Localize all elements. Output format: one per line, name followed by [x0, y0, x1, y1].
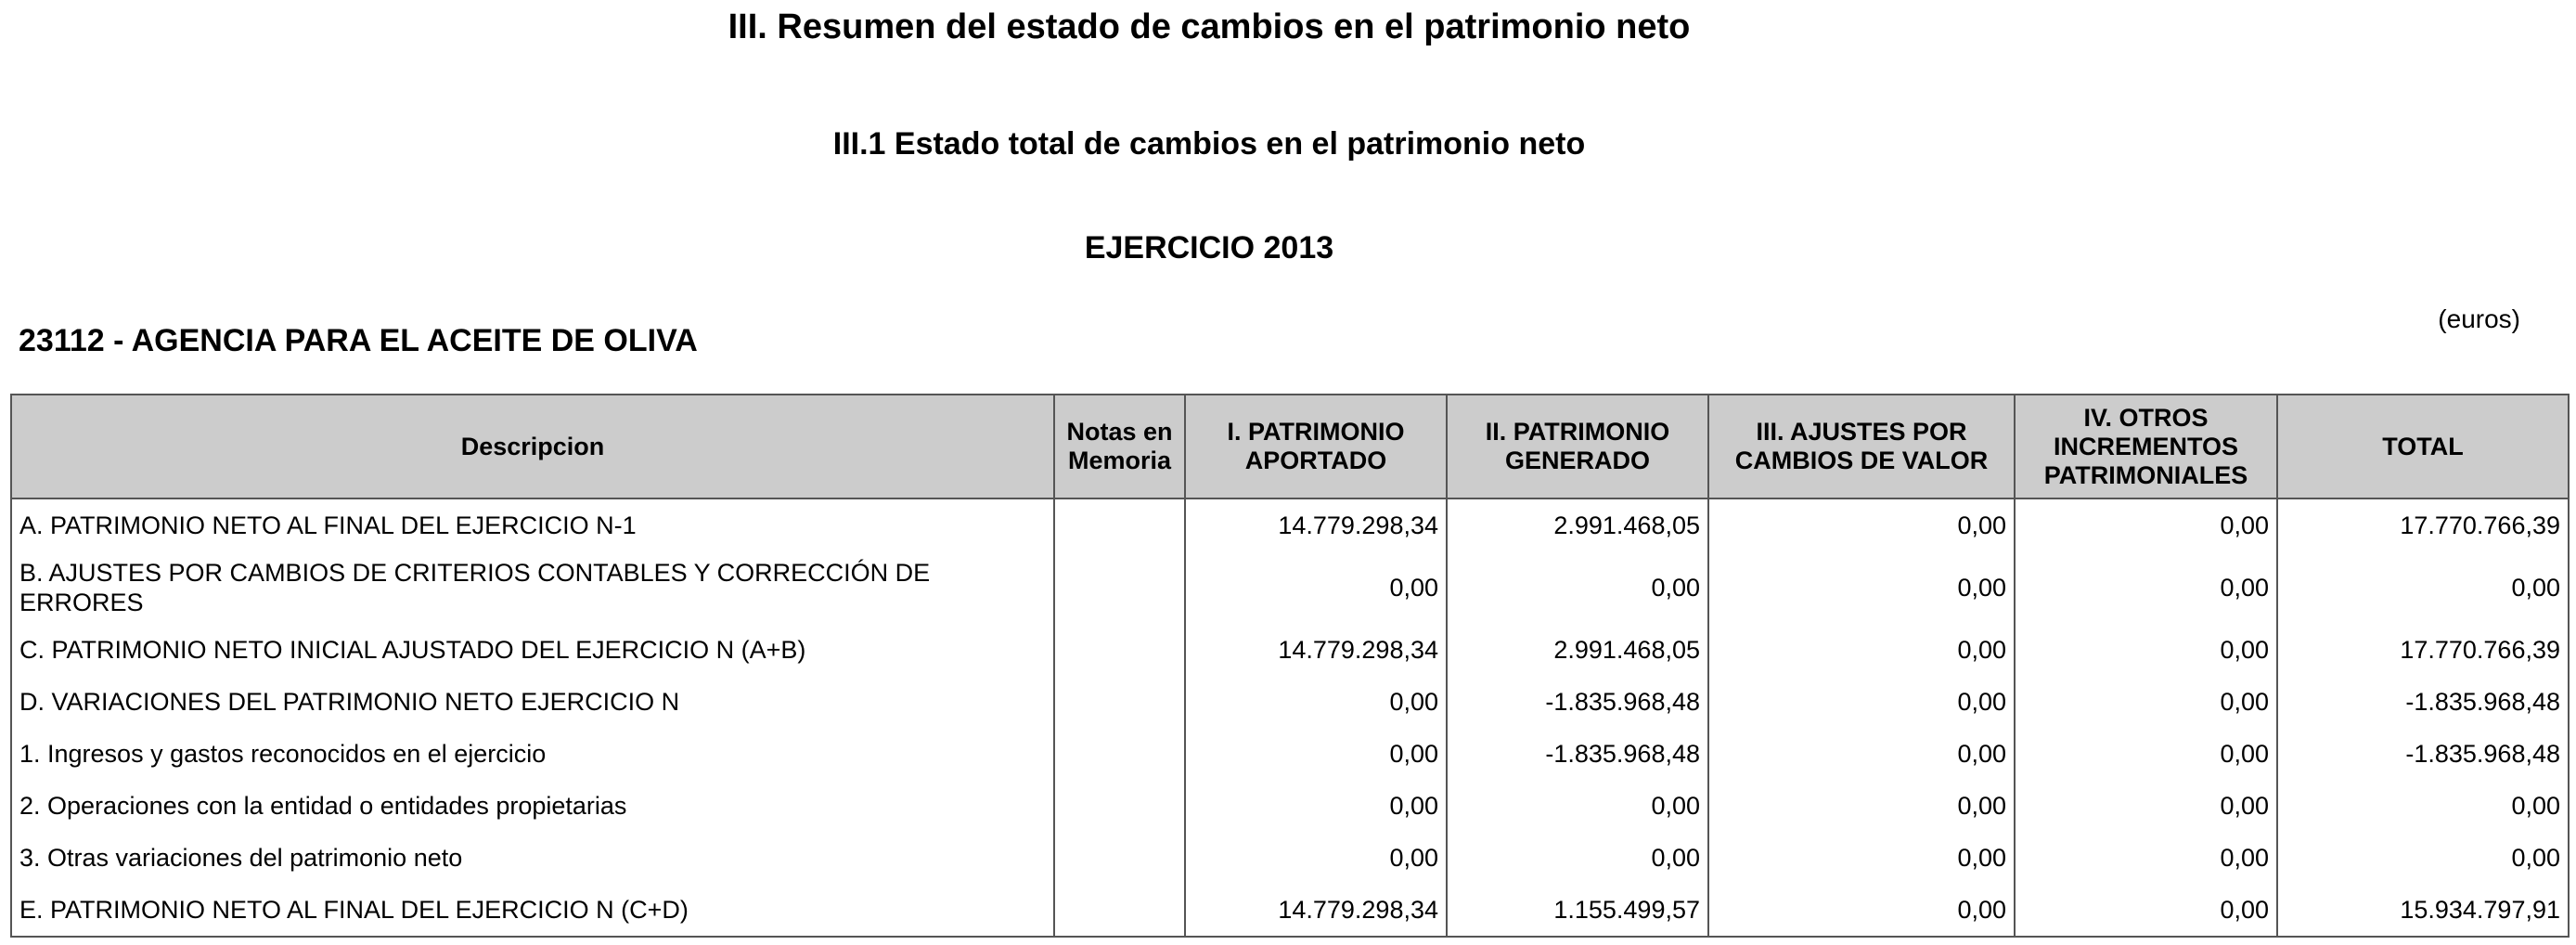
table-row: [11, 780, 2569, 832]
table-row: [11, 728, 2569, 780]
row-other-increments: 0,00: [2015, 676, 2277, 728]
table-header-row: [11, 395, 2569, 498]
row-description: 1. Ingresos y gastos reconocidos en el ejercicio: [11, 728, 1054, 780]
row-generated-equity: -1.835.968,48: [1447, 728, 1708, 780]
currency-units: (euros): [2438, 304, 2520, 333]
section-title: III.1 Estado total de cambios en el patrimonio neto: [832, 126, 1586, 162]
row-contributed-equity: 14.779.298,34: [1185, 884, 1447, 937]
row-contributed-equity: 14.779.298,34: [1185, 624, 1447, 676]
row-notes: [1054, 728, 1185, 780]
row-contributed-equity: 14.779.298,34: [1185, 498, 1447, 551]
row-description: C. PATRIMONIO NETO INICIAL AJUSTADO DEL EJERCICIO N (A+B): [11, 624, 1054, 676]
row-contributed-equity: 0,00: [1185, 780, 1447, 832]
row-description: E. PATRIMONIO NETO AL FINAL DEL EJERCICIO N (C+D): [11, 884, 1054, 937]
row-notes: [1054, 498, 1185, 551]
column-header-other-increments: IV. OTROS INCREMENTOS PATRIMONIALES: [2015, 395, 2277, 498]
fiscal-year-title: EJERCICIO 2013: [1084, 230, 1334, 265]
row-value-adjustments: 0,00: [1708, 832, 2015, 884]
row-other-increments: 0,00: [2015, 780, 2277, 832]
column-header-notes: Notas en Memoria: [1054, 395, 1185, 498]
row-generated-equity: 0,00: [1447, 832, 1708, 884]
row-other-increments: 0,00: [2015, 728, 2277, 780]
row-value-adjustments: 0,00: [1708, 551, 2015, 624]
row-description: B. AJUSTES POR CAMBIOS DE CRITERIOS CONTABLES Y CORRECCIÓN DE ERRORES: [11, 551, 1054, 624]
row-generated-equity: 0,00: [1447, 551, 1708, 624]
row-total: 17.770.766,39: [2277, 498, 2569, 551]
row-value-adjustments: 0,00: [1708, 498, 2015, 551]
column-header-value-adjustments: III. AJUSTES POR CAMBIOS DE VALOR: [1708, 395, 2015, 498]
row-other-increments: 0,00: [2015, 624, 2277, 676]
row-generated-equity: 1.155.499,57: [1447, 884, 1708, 937]
row-generated-equity: -1.835.968,48: [1447, 676, 1708, 728]
row-description: A. PATRIMONIO NETO AL FINAL DEL EJERCICIO N-1: [11, 498, 1054, 551]
row-notes: [1054, 884, 1185, 937]
row-value-adjustments: 0,00: [1708, 884, 2015, 937]
table-row: [11, 624, 2569, 676]
column-header-description: Descripcion: [11, 395, 1054, 498]
row-description: D. VARIACIONES DEL PATRIMONIO NETO EJERCICIO N: [11, 676, 1054, 728]
row-contributed-equity: 0,00: [1185, 728, 1447, 780]
table-row: [11, 676, 2569, 728]
row-other-increments: 0,00: [2015, 884, 2277, 937]
table-row: [11, 884, 2569, 937]
table-row: [11, 498, 2569, 551]
row-description: 3. Otras variaciones del patrimonio neto: [11, 832, 1054, 884]
table-row: [11, 551, 2569, 624]
row-total: -1.835.968,48: [2277, 728, 2569, 780]
row-value-adjustments: 0,00: [1708, 624, 2015, 676]
row-total: -1.835.968,48: [2277, 676, 2569, 728]
row-total: 15.934.797,91: [2277, 884, 2569, 937]
row-total: 0,00: [2277, 780, 2569, 832]
row-value-adjustments: 0,00: [1708, 780, 2015, 832]
row-total: 17.770.766,39: [2277, 624, 2569, 676]
row-value-adjustments: 0,00: [1708, 676, 2015, 728]
row-notes: [1054, 832, 1185, 884]
column-header-generated-equity: II. PATRIMONIO GENERADO: [1447, 395, 1708, 498]
page-title: III. Resumen del estado de cambios en el patrimonio neto: [728, 7, 1691, 46]
row-notes: [1054, 551, 1185, 624]
row-contributed-equity: 0,00: [1185, 676, 1447, 728]
row-generated-equity: 0,00: [1447, 780, 1708, 832]
column-header-total: TOTAL: [2277, 395, 2569, 498]
row-contributed-equity: 0,00: [1185, 551, 1447, 624]
row-total: 0,00: [2277, 551, 2569, 624]
row-notes: [1054, 624, 1185, 676]
table-row: [11, 832, 2569, 884]
row-value-adjustments: 0,00: [1708, 728, 2015, 780]
column-header-contributed-equity: I. PATRIMONIO APORTADO: [1185, 395, 1447, 498]
row-notes: [1054, 780, 1185, 832]
row-generated-equity: 2.991.468,05: [1447, 498, 1708, 551]
row-description: 2. Operaciones con la entidad o entidades propietarias: [11, 780, 1054, 832]
row-other-increments: 0,00: [2015, 498, 2277, 551]
row-generated-equity: 2.991.468,05: [1447, 624, 1708, 676]
row-contributed-equity: 0,00: [1185, 832, 1447, 884]
entity-name: 23112 - AGENCIA PARA EL ACEITE DE OLIVA: [19, 323, 698, 358]
row-total: 0,00: [2277, 832, 2569, 884]
equity-changes-table: [10, 394, 2570, 938]
row-other-increments: 0,00: [2015, 832, 2277, 884]
row-other-increments: 0,00: [2015, 551, 2277, 624]
row-notes: [1054, 676, 1185, 728]
